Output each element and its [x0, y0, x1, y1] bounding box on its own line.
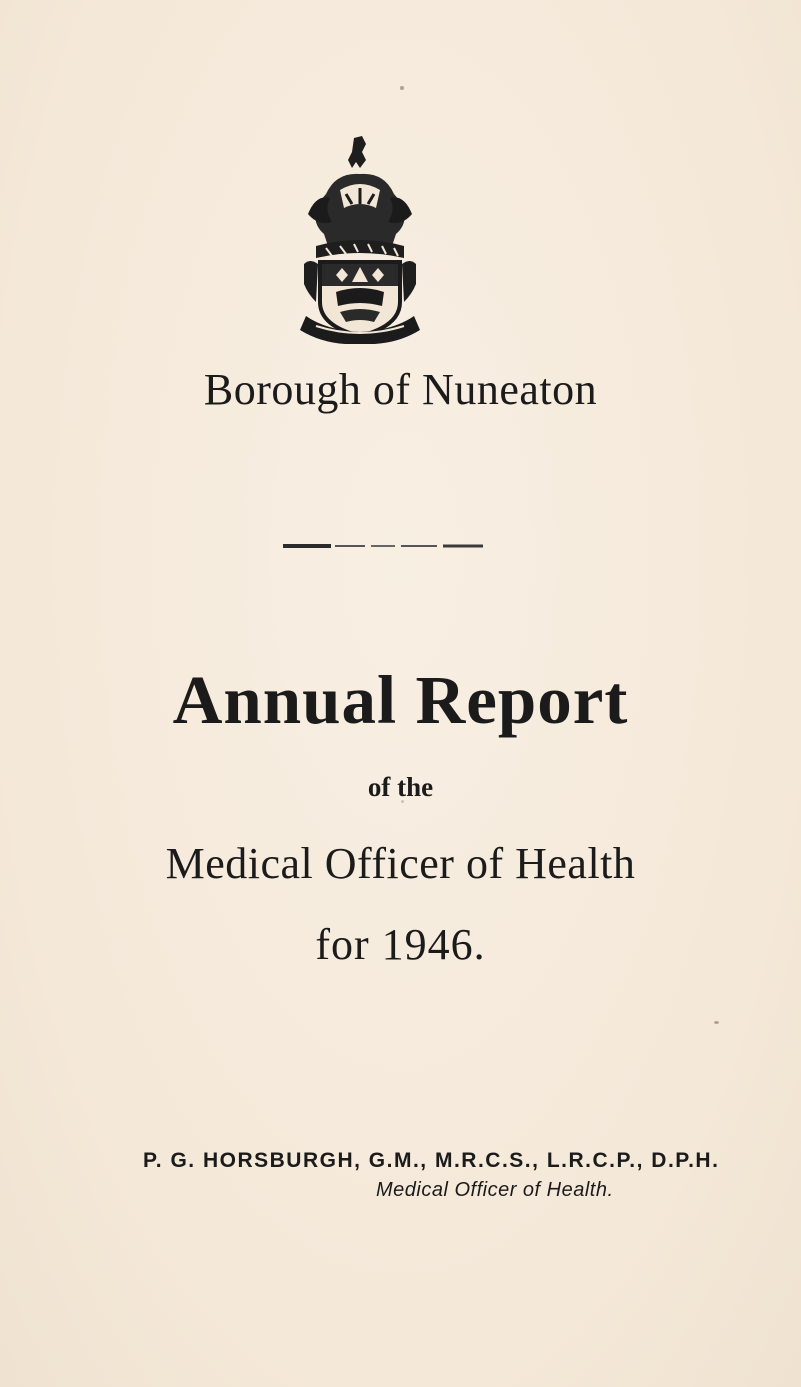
borough-title: Borough of Nuneaton [203, 365, 598, 414]
coat-of-arms-icon [296, 134, 424, 344]
report-subtitle: Medical Officer of Health [165, 839, 636, 888]
paper-speck [401, 800, 404, 803]
connector-text: of the [367, 772, 434, 802]
author-name: P. G. HORSBURGH, G.M., M.R.C.S., L.R.C.P., D.P.H. [143, 1149, 720, 1172]
paper-speck [714, 1021, 719, 1024]
report-title: Annual Report [172, 662, 629, 738]
author-role: Medical Officer of Health. [376, 1179, 614, 1201]
ornamental-rule-icon [283, 543, 483, 549]
report-year: for 1946. [315, 920, 486, 969]
paper-speck [400, 86, 404, 90]
